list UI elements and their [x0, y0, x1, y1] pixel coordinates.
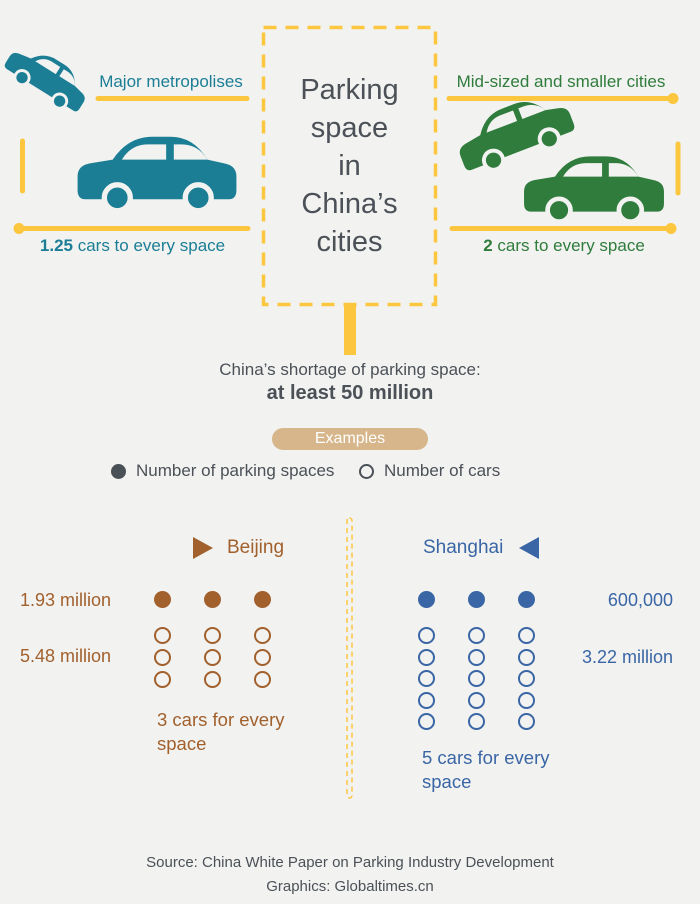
- shortage-line2: at least 50 million: [266, 382, 434, 404]
- car-dot: [418, 692, 435, 709]
- car-dot: [204, 627, 221, 644]
- beijing-spaces-value: 1.93 million: [20, 590, 112, 610]
- shortage-line1: China’s shortage of parking space:: [219, 360, 481, 379]
- beijing-ratio-note: [157, 708, 285, 756]
- ratio-major-metropolises: [15, 236, 250, 256]
- car-dot: [518, 713, 535, 730]
- shanghai-spaces-dots: [418, 591, 535, 608]
- footer: [0, 851, 700, 899]
- car-dot: [518, 649, 535, 666]
- car-dot: [518, 627, 535, 644]
- car-dot: [468, 670, 485, 687]
- car-dot: [468, 627, 485, 644]
- legend-cars: [359, 461, 500, 481]
- car-dot: [254, 649, 271, 666]
- legend-parking-spaces: [111, 461, 334, 481]
- ratio-value: 2: [483, 236, 493, 255]
- right-arrow-icon: [193, 537, 213, 559]
- graphics-credit: Graphics: Globaltimes.cn: [266, 878, 434, 895]
- car-dot: [154, 671, 171, 688]
- parking-space-dot: [204, 591, 221, 608]
- beijing-header: [193, 537, 284, 559]
- filled-circle-icon: [111, 464, 126, 479]
- car-dot: [254, 627, 271, 644]
- shortage-statement: [0, 359, 700, 406]
- left-arrow-icon: [519, 537, 539, 559]
- car-dot: [204, 649, 221, 666]
- title-line: China’s: [301, 188, 398, 220]
- ratio-value: 1.25: [39, 236, 73, 255]
- parking-space-dot: [518, 591, 535, 608]
- car-dot: [418, 713, 435, 730]
- car-dot: [254, 671, 271, 688]
- title-line: cities: [316, 226, 383, 258]
- parking-space-dot: [254, 591, 271, 608]
- shanghai-label: Shanghai: [423, 537, 504, 558]
- ratio-text: cars to every space: [492, 236, 645, 255]
- label-major-metropolises: Major metropolises: [99, 72, 243, 91]
- ratio-text: cars to every space: [72, 236, 226, 255]
- car-dot: [418, 649, 435, 666]
- parking-space-dot: [468, 591, 485, 608]
- car-icon-teal-large: [73, 126, 241, 218]
- shanghai-header: [423, 537, 539, 559]
- legend-cars-label: Number of cars: [384, 461, 501, 480]
- car-dot: [418, 670, 435, 687]
- examples-badge: Examples: [272, 428, 428, 450]
- title-line: in: [338, 150, 361, 182]
- parking-space-dot: [154, 591, 171, 608]
- parking-space-dot: [418, 591, 435, 608]
- title-line: Parking: [300, 74, 399, 106]
- car-dot: [518, 692, 535, 709]
- car-dot: [518, 670, 535, 687]
- shanghai-ratio-line2: space: [422, 771, 472, 792]
- car-dot: [204, 671, 221, 688]
- car-icon-green-large: [520, 147, 668, 228]
- car-dot: [154, 649, 171, 666]
- legend-parking-spaces-label: Number of parking spaces: [136, 461, 335, 480]
- car-dot: [468, 692, 485, 709]
- car-dot: [154, 627, 171, 644]
- beijing-ratio-line1: 3 cars for every: [157, 709, 285, 730]
- shanghai-ratio-line1: 5 cars for every: [422, 747, 550, 768]
- car-dot: [468, 713, 485, 730]
- label-mid-sized-cities: Mid-sized and smaller cities: [456, 72, 666, 91]
- car-dot: [468, 649, 485, 666]
- beijing-cars-value: 5.48 million: [20, 646, 112, 666]
- shanghai-cars-dots: [418, 627, 535, 730]
- shanghai-ratio-note: [422, 746, 550, 794]
- page-title: [262, 26, 437, 306]
- city-divider-dashed: [347, 518, 352, 798]
- ratio-mid-sized-cities: [448, 236, 680, 256]
- right-top-line-dot: [668, 93, 679, 104]
- shanghai-cars-value: 3.22 million: [581, 647, 673, 667]
- left-bottom-line-dot: [14, 223, 25, 234]
- car-dot: [418, 627, 435, 644]
- shanghai-spaces-value: 600,000: [607, 590, 673, 610]
- beijing-cars-dots: [154, 627, 271, 688]
- beijing-label: Beijing: [227, 537, 285, 558]
- beijing-ratio-line2: space: [157, 733, 207, 754]
- title-line: space: [310, 112, 389, 144]
- open-circle-icon: [359, 464, 374, 479]
- title-stem-bar: [344, 303, 356, 355]
- source-credit: Source: China White Paper on Parking Industry Development: [146, 854, 554, 871]
- beijing-spaces-dots: [154, 591, 271, 608]
